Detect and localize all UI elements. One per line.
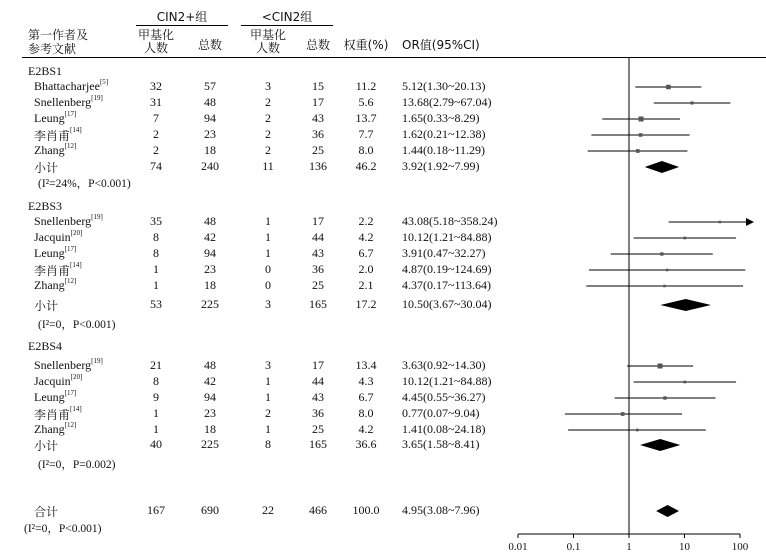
cell-lt-cin2-methylated: 3: [265, 358, 271, 372]
study-ref: [5]: [99, 78, 109, 86]
cell-or-ci: 13.68(2.79~67.04): [402, 95, 492, 109]
cell-lt-cin2-total: 44: [312, 230, 324, 244]
cell-or-ci: 43.08(5.18~358.24): [402, 214, 498, 228]
study-author: Snellenberg: [34, 358, 92, 372]
cell-or-ci: 10.12(1.21~84.88): [402, 374, 492, 388]
cell-or-ci: 4.37(0.17~113.64): [402, 278, 492, 292]
point-estimate: [663, 285, 666, 288]
header-group-cin2plus: CIN2+组: [156, 10, 208, 24]
cell-weight: 11.2: [355, 79, 377, 93]
cell-cin2plus-total: 48: [204, 214, 216, 228]
cell-cin2plus-methylated: 2: [153, 143, 159, 157]
study-ref: [14]: [70, 405, 82, 413]
cell-cin2plus-methylated: 1: [153, 422, 159, 436]
header-total: 总数: [197, 38, 223, 52]
cell-cin2plus-total: 690: [201, 503, 219, 517]
cell-or-ci: 3.92(1.92~7.99): [402, 159, 480, 173]
header-methylated: 甲基化 人数: [137, 28, 175, 55]
point-estimate: [639, 117, 644, 122]
cell-cin2plus-methylated: 8: [153, 230, 159, 244]
group-name: E2BS4: [28, 339, 63, 353]
point-estimate: [636, 149, 640, 153]
study-ref: [19]: [91, 94, 103, 102]
study-ref: [12]: [64, 277, 77, 285]
point-estimate: [683, 381, 686, 384]
cell-lt-cin2-methylated: 2: [265, 111, 271, 125]
cell-lt-cin2-methylated: 1: [265, 214, 271, 228]
cell-lt-cin2-total: 17: [312, 214, 324, 228]
cell-or-ci: 1.62(0.21~12.38): [402, 127, 486, 141]
cell-lt-cin2-total: 36: [312, 406, 324, 420]
cell-cin2plus-total: 23: [204, 262, 216, 276]
cell-cin2plus-methylated: 40: [150, 437, 162, 451]
cell-or-ci: 10.12(1.21~84.88): [402, 230, 492, 244]
study-author: Zhang: [34, 278, 65, 292]
cell-cin2plus-methylated: 74: [150, 159, 162, 173]
cell-cin2plus-total: 18: [204, 422, 216, 436]
study-author: Leung: [34, 246, 65, 260]
study-ref: [12]: [64, 421, 77, 429]
study-author: Jacquin: [34, 374, 71, 388]
cell-or-ci: 5.12(1.30~20.13): [402, 79, 486, 93]
header-total2: 总数: [305, 38, 331, 52]
cell-weight: 8.0: [358, 406, 374, 420]
subtotal-diamond: [660, 299, 711, 311]
cell-cin2plus-total: 240: [201, 159, 219, 173]
point-estimate: [639, 133, 643, 137]
study-ref: [19]: [91, 213, 103, 221]
cell-lt-cin2-total: 43: [312, 111, 324, 125]
study-ref: [20]: [70, 229, 83, 237]
header-methylated2: 甲基化 人数: [249, 28, 287, 55]
cell-cin2plus-total: 18: [204, 278, 216, 292]
study-ref: [12]: [64, 142, 77, 150]
subtotal-label: 小计: [34, 439, 59, 453]
group-name: E2BS3: [28, 199, 63, 213]
cell-cin2plus-total: 57: [204, 79, 216, 93]
cell-cin2plus-methylated: 32: [150, 79, 162, 93]
cell-lt-cin2-methylated: 2: [265, 95, 271, 109]
cell-or-ci: 1.41(0.08~24.18): [402, 422, 486, 436]
group-name: E2BS1: [28, 64, 63, 78]
heterogeneity-note: (I²=0，P<0.001): [24, 523, 102, 535]
cell-lt-cin2-total: 25: [312, 278, 324, 292]
cell-cin2plus-total: 23: [204, 406, 216, 420]
cell-cin2plus-methylated: 35: [150, 214, 162, 228]
cell-lt-cin2-total: 36: [312, 127, 324, 141]
cell-weight: 5.6: [358, 95, 374, 109]
cell-or-ci: 0.77(0.07~9.04): [402, 406, 480, 420]
study-ref: [14]: [70, 126, 82, 134]
point-estimate: [658, 364, 663, 369]
cell-lt-cin2-methylated: 0: [265, 278, 271, 292]
point-estimate: [621, 412, 625, 416]
cell-or-ci: 3.63(0.92~14.30): [402, 358, 486, 372]
cell-cin2plus-total: 94: [204, 246, 216, 260]
cell-lt-cin2-methylated: 11: [262, 159, 274, 173]
point-estimate: [663, 396, 666, 399]
x-tick-label: 1: [626, 541, 632, 553]
x-tick-label: 10: [679, 541, 690, 553]
x-tick-label: 100: [731, 541, 749, 553]
point-estimate: [691, 101, 694, 104]
cell-lt-cin2-total: 165: [309, 297, 327, 311]
study-author: Snellenberg: [34, 95, 92, 109]
cell-cin2plus-total: 225: [201, 297, 219, 311]
study-ref: [20]: [70, 373, 83, 381]
cell-lt-cin2-methylated: 3: [265, 79, 271, 93]
cell-lt-cin2-total: 44: [312, 374, 324, 388]
study-ref: [17]: [64, 245, 77, 253]
study-ref: [14]: [70, 261, 82, 269]
cell-or-ci: 4.95(3.08~7.96): [402, 503, 480, 517]
heterogeneity-note: (I²=24%，P<0.001): [38, 178, 131, 190]
cell-weight: 17.2: [355, 297, 377, 311]
cell-lt-cin2-methylated: 1: [265, 374, 271, 388]
cell-cin2plus-total: 94: [204, 390, 216, 404]
cell-cin2plus-total: 23: [204, 127, 216, 141]
cell-weight: 4.2: [358, 230, 374, 244]
cell-cin2plus-methylated: 2: [153, 127, 159, 141]
study-author: Snellenberg: [34, 214, 92, 228]
overall-label: 合计: [34, 505, 59, 519]
cell-or-ci: 1.44(0.18~11.29): [402, 143, 486, 157]
cell-lt-cin2-methylated: 1: [265, 390, 271, 404]
cell-cin2plus-methylated: 8: [153, 246, 159, 260]
subtotal-label: 小计: [34, 299, 59, 313]
cell-or-ci: 4.45(0.55~36.27): [402, 390, 486, 404]
cell-cin2plus-total: 18: [204, 143, 216, 157]
study-ref: [17]: [64, 110, 77, 118]
study-ref: [19]: [91, 357, 103, 365]
point-estimate: [666, 85, 671, 90]
x-tick-label: 0.1: [566, 541, 581, 553]
cell-cin2plus-total: 225: [201, 437, 219, 451]
cell-cin2plus-total: 48: [204, 358, 216, 372]
cell-lt-cin2-methylated: 1: [265, 230, 271, 244]
cell-cin2plus-total: 42: [204, 374, 216, 388]
point-estimate: [666, 269, 669, 272]
study-author: Leung: [34, 111, 65, 125]
cell-lt-cin2-total: 43: [312, 246, 324, 260]
cell-weight: 46.2: [355, 159, 377, 173]
cell-or-ci: 1.65(0.33~8.29): [402, 111, 480, 125]
point-estimate: [660, 252, 663, 255]
cell-lt-cin2-total: 25: [312, 143, 324, 157]
cell-lt-cin2-total: 136: [309, 159, 327, 173]
cell-cin2plus-methylated: 7: [153, 111, 159, 125]
cell-cin2plus-total: 48: [204, 95, 216, 109]
subtotal-diamond: [645, 161, 679, 173]
cell-lt-cin2-methylated: 0: [265, 262, 271, 276]
x-tick-label: 0.01: [508, 541, 528, 553]
cell-lt-cin2-methylated: 2: [265, 406, 271, 420]
cell-lt-cin2-methylated: 2: [265, 143, 271, 157]
heterogeneity-note: (I²=0，P=0.002): [38, 459, 116, 471]
cell-weight: 100.0: [352, 503, 380, 517]
cell-weight: 4.2: [358, 422, 374, 436]
cell-weight: 2.0: [358, 262, 374, 276]
cell-cin2plus-methylated: 1: [153, 262, 159, 276]
study-author: 李肖甫: [34, 129, 71, 143]
cell-weight: 4.3: [358, 374, 374, 388]
cell-lt-cin2-methylated: 8: [265, 437, 271, 451]
study-author: Zhang: [34, 422, 65, 436]
cell-weight: 8.0: [358, 143, 374, 157]
cell-weight: 2.1: [358, 278, 374, 292]
cell-weight: 6.7: [358, 246, 374, 260]
header-group-lt-cin2: <CIN2组: [261, 10, 313, 24]
cell-lt-cin2-total: 36: [312, 262, 324, 276]
cell-cin2plus-methylated: 1: [153, 406, 159, 420]
study-ref: [17]: [64, 389, 77, 397]
cell-lt-cin2-total: 25: [312, 422, 324, 436]
cell-lt-cin2-total: 43: [312, 390, 324, 404]
cell-lt-cin2-methylated: 22: [262, 503, 274, 517]
cell-cin2plus-methylated: 1: [153, 278, 159, 292]
cell-lt-cin2-total: 165: [309, 437, 327, 451]
cell-cin2plus-total: 94: [204, 111, 216, 125]
cell-weight: 36.6: [355, 437, 377, 451]
cell-or-ci: 4.87(0.19~124.69): [402, 262, 492, 276]
cell-lt-cin2-methylated: 1: [265, 422, 271, 436]
ci-arrow: [746, 218, 754, 226]
subtotal-diamond: [640, 439, 680, 451]
overall-diamond: [656, 505, 679, 517]
study-author: 李肖甫: [34, 264, 71, 278]
cell-cin2plus-methylated: 21: [150, 358, 162, 372]
header-weight: 权重(%): [343, 38, 389, 52]
study-author: 李肖甫: [34, 408, 71, 422]
cell-cin2plus-methylated: 167: [147, 503, 165, 517]
study-author: Leung: [34, 390, 65, 404]
cell-weight: 7.7: [358, 127, 374, 141]
study-author: Bhattacharjee: [34, 79, 100, 93]
cell-weight: 6.7: [358, 390, 374, 404]
point-estimate: [683, 237, 686, 240]
cell-lt-cin2-methylated: 1: [265, 246, 271, 260]
cell-cin2plus-methylated: 8: [153, 374, 159, 388]
cell-weight: 13.7: [355, 111, 377, 125]
cell-cin2plus-methylated: 31: [150, 95, 162, 109]
heterogeneity-note: (I²=0，P<0.001): [38, 319, 116, 331]
cell-lt-cin2-total: 17: [312, 95, 324, 109]
cell-cin2plus-methylated: 53: [150, 297, 162, 311]
cell-or-ci: 3.65(1.58~8.41): [402, 437, 480, 451]
study-author: Jacquin: [34, 230, 71, 244]
point-estimate: [636, 429, 639, 432]
header-study-label: 第一作者及 参考文献: [28, 28, 89, 56]
cell-lt-cin2-methylated: 3: [265, 297, 271, 311]
cell-cin2plus-total: 42: [204, 230, 216, 244]
cell-or-ci: 3.91(0.47~32.27): [402, 246, 486, 260]
cell-lt-cin2-total: 466: [309, 503, 327, 517]
cell-weight: 13.4: [355, 358, 377, 372]
cell-lt-cin2-methylated: 2: [265, 127, 271, 141]
header-or-ci: OR值(95%CI): [402, 38, 480, 52]
point-estimate: [718, 221, 721, 224]
subtotal-label: 小计: [34, 161, 59, 175]
cell-or-ci: 10.50(3.67~30.04): [402, 297, 492, 311]
cell-cin2plus-methylated: 9: [153, 390, 159, 404]
cell-weight: 2.2: [358, 214, 374, 228]
study-author: Zhang: [34, 143, 65, 157]
cell-lt-cin2-total: 15: [312, 79, 324, 93]
cell-lt-cin2-total: 17: [312, 358, 324, 372]
